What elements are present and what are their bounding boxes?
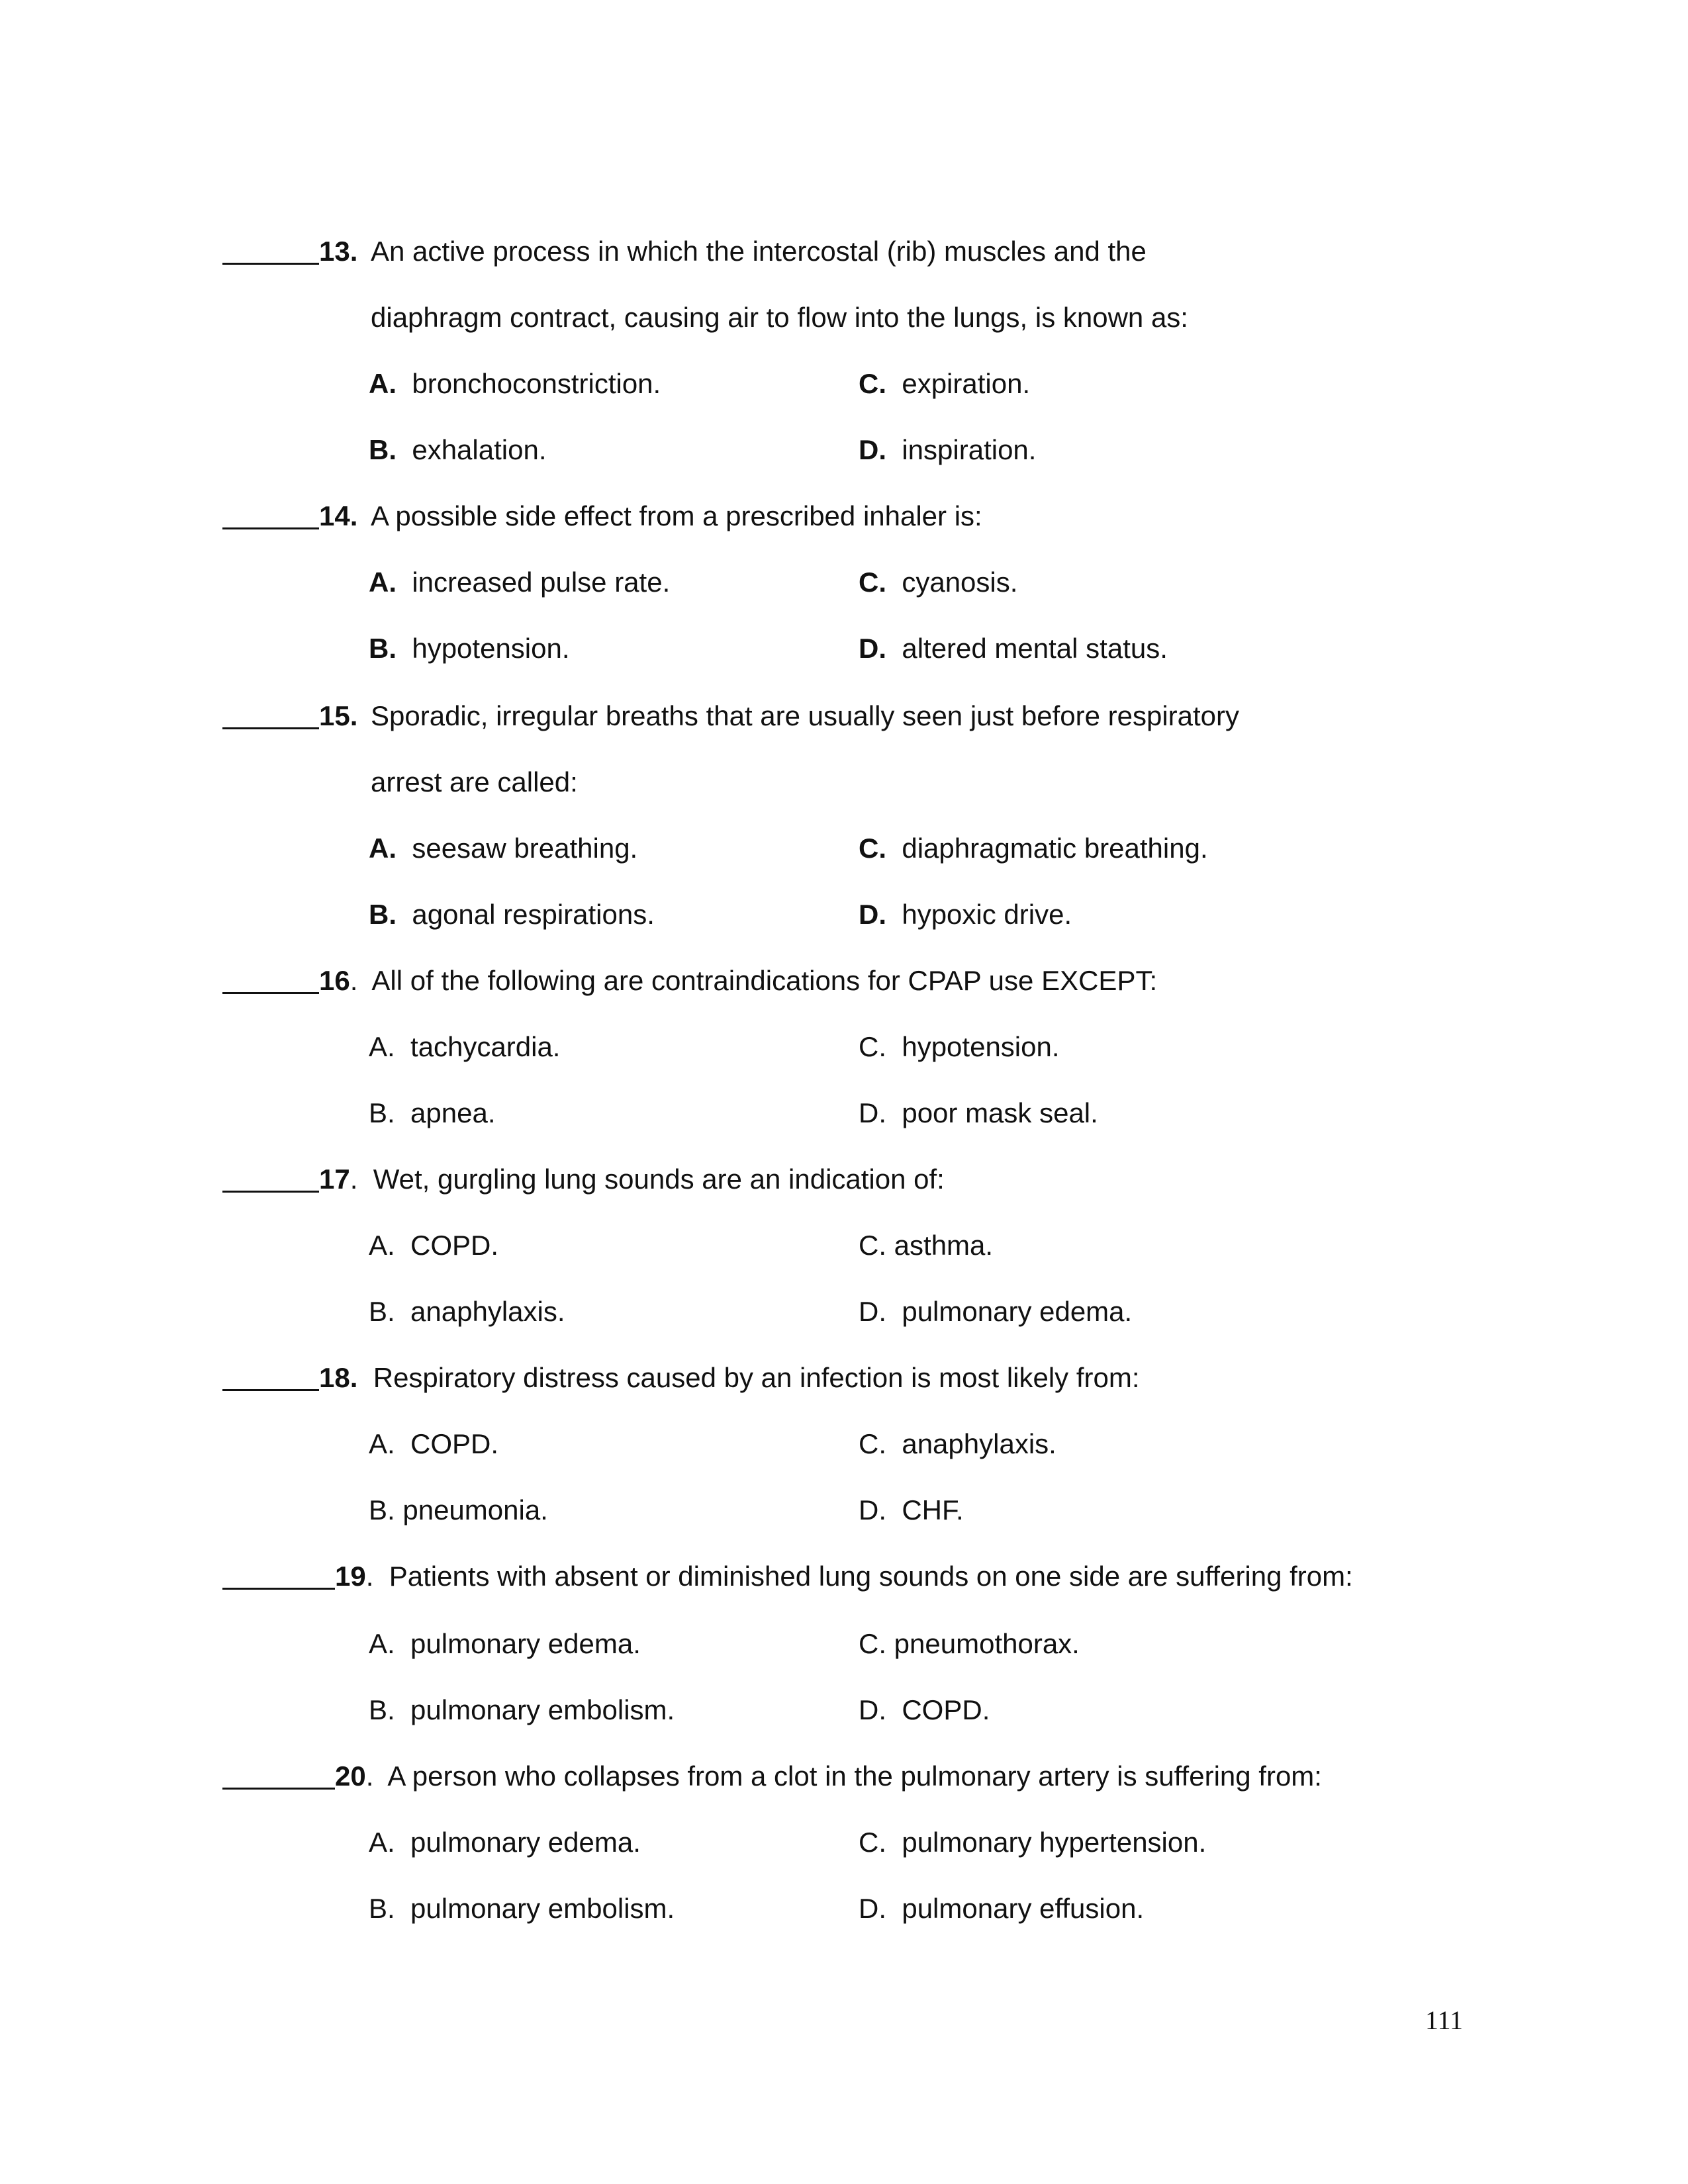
question-stem: An active process in which the intercostal (rib) muscles and the (371, 236, 1147, 267)
option-c: C. anaphylaxis. (859, 1428, 1056, 1459)
option-c: C. asthma. (859, 1230, 994, 1261)
question-stem-cont: diaphragm contract, causing air to flow into the lungs, is known as: (371, 302, 1188, 333)
option-c: C. pulmonary hypertension. (859, 1827, 1207, 1858)
question-stem: Sporadic, irregular breaths that are usually seen just before respiratory (371, 700, 1240, 731)
question-number: 18. (319, 1362, 358, 1393)
option-c: C. expiration. (859, 368, 1031, 399)
question-number: 13. (319, 236, 358, 267)
answer-blank[interactable] (222, 701, 319, 729)
option-b: B. pulmonary embolism. (369, 1893, 675, 1924)
question-stem-cont: arrest are called: (371, 766, 578, 797)
page-number: 111 (1425, 2005, 1464, 2035)
option-c: C. diaphragmatic breathing. (859, 833, 1208, 864)
question-number: 17 (319, 1163, 350, 1195)
option-b: B. hypotension. (369, 633, 570, 664)
option-d: D. pulmonary effusion. (859, 1893, 1145, 1924)
question-number: 19 (335, 1561, 366, 1592)
question-stem: All of the following are contraindications for CPAP use EXCEPT: (371, 965, 1158, 996)
option-d: D. poor mask seal. (859, 1097, 1098, 1128)
answer-blank[interactable] (222, 1164, 319, 1193)
option-d: D. altered mental status. (859, 633, 1168, 664)
option-a: A. increased pulse rate. (369, 567, 671, 598)
answer-blank[interactable] (222, 501, 319, 529)
question-number: 15. (319, 700, 358, 731)
option-d: D. inspiration. (859, 434, 1037, 465)
option-d: D. pulmonary edema. (859, 1296, 1133, 1327)
option-d: D. COPD. (859, 1694, 990, 1725)
option-b: B. pneumonia. (369, 1494, 548, 1525)
option-a: A. COPD. (369, 1428, 499, 1459)
option-a: A. bronchoconstriction. (369, 368, 661, 399)
question-number: 20 (335, 1760, 366, 1792)
option-b: B. exhalation. (369, 434, 547, 465)
question-stem: Patients with absent or diminished lung sounds on one side are suffering from: (389, 1561, 1353, 1592)
option-d: D. hypoxic drive. (859, 899, 1072, 930)
option-c: C. cyanosis. (859, 567, 1018, 598)
question-stem: A possible side effect from a prescribed inhaler is: (371, 500, 982, 531)
answer-blank[interactable] (222, 236, 319, 265)
option-b: B. pulmonary embolism. (369, 1694, 675, 1725)
option-a: A. pulmonary edema. (369, 1827, 641, 1858)
option-b: B. anaphylaxis. (369, 1296, 565, 1327)
option-c: C. pneumothorax. (859, 1628, 1080, 1659)
answer-blank[interactable] (222, 966, 319, 994)
question-stem: Wet, gurgling lung sounds are an indication of: (373, 1163, 945, 1195)
question-stem: Respiratory distress caused by an infection is most likely from: (373, 1362, 1140, 1393)
question-number: 16 (319, 965, 350, 996)
answer-blank[interactable] (222, 1561, 335, 1590)
option-c: C. hypotension. (859, 1031, 1060, 1062)
option-a: A. COPD. (369, 1230, 499, 1261)
option-d: D. CHF. (859, 1494, 964, 1525)
question-stem: A person who collapses from a clot in the pulmonary artery is suffering from: (387, 1760, 1322, 1792)
option-a: A. tachycardia. (369, 1031, 561, 1062)
answer-blank[interactable] (222, 1761, 335, 1790)
option-b: B. apnea. (369, 1097, 496, 1128)
option-b: B. agonal respirations. (369, 899, 655, 930)
page: 13. An active process in which the intercostal (rib) muscles and the diaphragm contract, causing air to flow into the lungs, is known as: A. bronchoconstriction. C. expiration. B. exhalation. D. inspiration. 14. A possible side effect from a prescribed inhaler is: A. increased pulse rate. C. cyanosis. B. hypotension. D. altered mental status. 15. Sporadic, irregular breaths that are usually seen just before respiratory arrest are called: A. seesaw breathing. C. diaphragmatic breathing. B. agonal respirations. D. hypoxic drive. 16. All of the following are contraindications for CPAP use EXCEPT: A. tachycardia. C. hypotension. B. apnea. D. poor mask seal. 17. Wet, gurgling lung sounds are an indication of: A. COPD. C. asthma. B. anaphylaxis. D. pulmonary edema. 18. Respiratory distress caused by an infection is most likely from: A. COPD. C. anaphylaxis. B. pneumonia. D. CHF. 19. Patients with absent or diminished lung sounds on one side are suffering from: A. pulmonary edema. C. pneumothorax. B. pulmonary embolism. D. COPD. 20. A person who collapses from a clot in the pulmonary artery is suffering from: A. pulmonary edema. C. pulmonary hypertension. B. pulmonary embolism. D. pulmonary effusion. 111 (0, 0, 1688, 2184)
question-number: 14. (319, 500, 358, 531)
option-a: A. seesaw breathing. (369, 833, 638, 864)
answer-blank[interactable] (222, 1363, 319, 1391)
option-a: A. pulmonary edema. (369, 1628, 641, 1659)
